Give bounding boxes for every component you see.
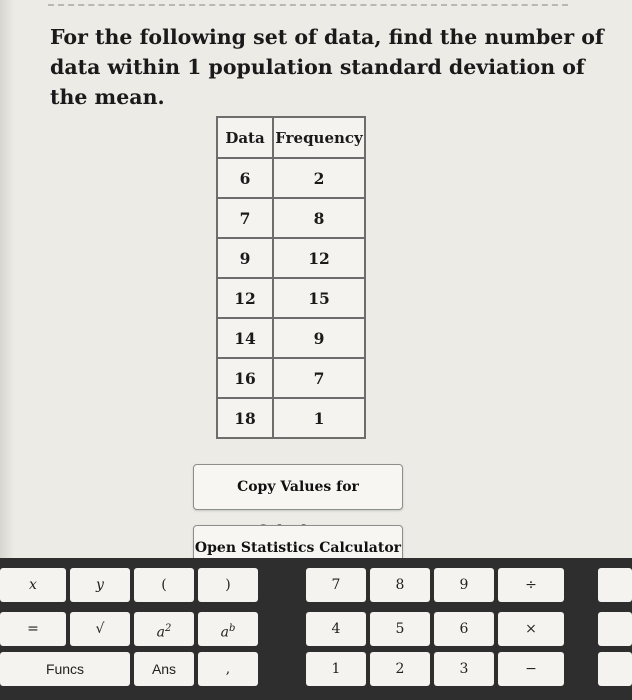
table-row <box>217 238 365 278</box>
key-7[interactable]: 7 <box>306 568 366 602</box>
table-row <box>217 358 365 398</box>
frequency-cell: 9 <box>273 318 365 358</box>
data-cell: 6 <box>217 158 273 198</box>
key-square[interactable] <box>134 612 194 646</box>
key-6[interactable]: 6 <box>434 612 494 646</box>
key-left-paren[interactable]: ( <box>134 568 194 602</box>
key-square-base: a <box>156 624 165 641</box>
key-extra[interactable] <box>598 568 632 602</box>
key-1[interactable]: 1 <box>306 652 366 686</box>
key-square-exponent: 2 <box>164 623 172 634</box>
key-2[interactable]: 2 <box>370 652 430 686</box>
question-text: For the following set of data, find the number of data within 1 population standard deviation of the mean. <box>50 25 604 109</box>
key-minus[interactable]: − <box>498 652 564 686</box>
data-cell: 7 <box>217 198 273 238</box>
key-multiply[interactable]: × <box>498 612 564 646</box>
key-9[interactable]: 9 <box>434 568 494 602</box>
column-header-data: Data <box>217 117 273 158</box>
table-header-row <box>217 117 365 158</box>
data-cell: 18 <box>217 398 273 438</box>
key-extra[interactable] <box>598 652 632 686</box>
data-cell: 14 <box>217 318 273 358</box>
page-edge-shadow <box>0 0 14 560</box>
key-y[interactable]: y <box>70 568 130 602</box>
key-equals[interactable]: = <box>0 612 66 646</box>
key-comma[interactable]: , <box>198 652 258 686</box>
frequency-cell: 1 <box>273 398 365 438</box>
frequency-cell: 7 <box>273 358 365 398</box>
table-row <box>217 158 365 198</box>
key-funcs[interactable]: Funcs <box>0 652 130 686</box>
frequency-table <box>216 116 366 439</box>
table-row <box>217 278 365 318</box>
data-cell: 16 <box>217 358 273 398</box>
key-5[interactable]: 5 <box>370 612 430 646</box>
top-divider <box>48 4 568 6</box>
key-right-paren[interactable]: ) <box>198 568 258 602</box>
frequency-cell: 8 <box>273 198 365 238</box>
data-cell: 12 <box>217 278 273 318</box>
key-8[interactable]: 8 <box>370 568 430 602</box>
table-row <box>217 398 365 438</box>
frequency-cell: 2 <box>273 158 365 198</box>
key-extra[interactable] <box>598 612 632 646</box>
key-3[interactable]: 3 <box>434 652 494 686</box>
key-divide[interactable]: ÷ <box>498 568 564 602</box>
frequency-cell: 15 <box>273 278 365 318</box>
key-sqrt[interactable]: √ <box>70 612 130 646</box>
data-cell: 9 <box>217 238 273 278</box>
key-power-exponent: b <box>228 623 236 634</box>
key-power-base: a <box>220 624 229 641</box>
key-power[interactable] <box>198 612 258 646</box>
frequency-cell: 12 <box>273 238 365 278</box>
column-header-frequency: Frequency <box>273 117 365 158</box>
key-4[interactable]: 4 <box>306 612 366 646</box>
table-row <box>217 198 365 238</box>
key-ans[interactable]: Ans <box>134 652 194 686</box>
table-row <box>217 318 365 358</box>
calculator-keypad <box>0 558 632 700</box>
copy-values-button[interactable]: Copy Values for <box>193 464 403 510</box>
open-statistics-calculator-button[interactable]: Open Statistics Calculator <box>193 525 403 569</box>
key-x[interactable]: x <box>0 568 66 602</box>
